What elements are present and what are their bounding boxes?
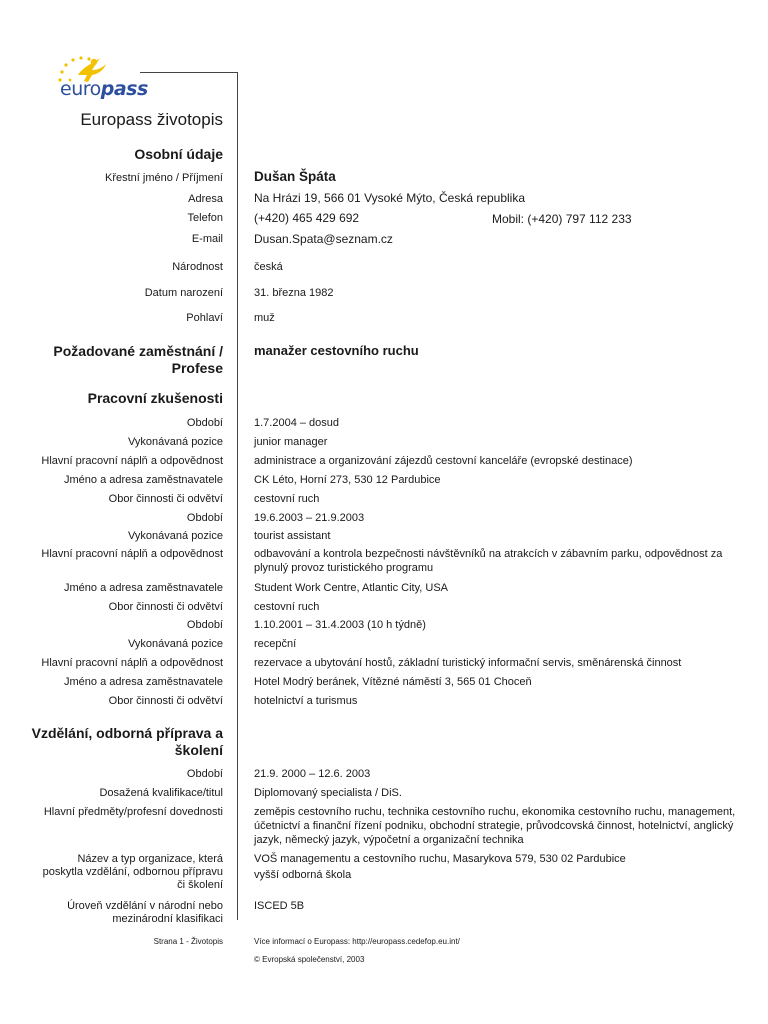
desired-position: manažer cestovního ruchu xyxy=(254,343,419,358)
job1-position: junior manager xyxy=(254,436,328,448)
mobile-value: Mobil: (+420) 797 112 233 xyxy=(492,212,632,226)
name-label: Křestní jméno / Příjmení xyxy=(105,172,223,184)
edu-period-label: Období xyxy=(186,768,223,780)
job2-employer: Student Work Centre, Atlantic City, USA xyxy=(254,582,449,594)
birth-value: 31. března 1982 xyxy=(254,287,334,299)
edu-level: ISCED 5B xyxy=(254,900,305,912)
edu-org-line2: vyšší odborná škola xyxy=(254,869,352,881)
job1-period-label: Období xyxy=(186,417,223,429)
job1-period: 1.7.2004 – dosud xyxy=(254,417,340,429)
edu-qualification-label: Dosažená kvalifikace/titul xyxy=(99,787,223,799)
job1-sector: cestovní ruch xyxy=(254,493,320,505)
job2-period-label: Období xyxy=(186,512,223,524)
edu-subjects-line2: účetnictví a finanční řízení podniku, obchodní strategie, průvodcovská činnost, hotelnictví, anglický xyxy=(254,820,734,832)
job3-employer: Hotel Modrý beránek, Vítězné náměstí 3, 565 01 Choceň xyxy=(254,676,532,688)
job1-duties-label: Hlavní pracovní náplň a odpovědnost xyxy=(41,455,223,467)
email-label: E-mail xyxy=(191,233,223,245)
job1-sector-label: Obor činnosti či odvětví xyxy=(108,493,223,505)
job2-duties-line2: plynulý provoz turistického programu xyxy=(254,562,434,574)
email-value[interactable]: Dusan.Spata@seznam.cz xyxy=(254,232,393,246)
nationality-label: Národnost xyxy=(172,261,223,273)
job2-period: 19.6.2003 – 21.9.2003 xyxy=(254,512,365,524)
footer-info[interactable]: Více informací o Europass: http://europass.cedefop.eu.int/ xyxy=(254,937,460,946)
edu-period: 21.9. 2000 – 12.6. 2003 xyxy=(254,768,371,780)
job3-sector: hotelnictví a turismus xyxy=(254,695,358,707)
job2-sector-label: Obor činnosti či odvětví xyxy=(108,601,223,613)
europass-logo xyxy=(48,50,148,102)
edu-org-label-line1: Název a typ organizace, která xyxy=(77,853,223,865)
job3-employer-label: Jméno a adresa zaměstnavatele xyxy=(64,676,223,688)
edu-level-label-line2: mezinárodní klasifikaci xyxy=(112,913,223,925)
education-heading-line1: Vzdělání, odborná příprava a xyxy=(31,725,223,741)
address-value: Na Hrázi 19, 566 01 Vysoké Mýto, Česká republika xyxy=(254,191,526,205)
section-work-heading: Pracovní zkušenosti xyxy=(87,390,223,406)
job3-position-label: Vykonávaná pozice xyxy=(128,638,223,650)
footer-copyright: © Evropská společenství, 2003 xyxy=(254,955,365,964)
job3-sector-label: Obor činnosti či odvětví xyxy=(108,695,223,707)
section-personal-heading: Osobní údaje xyxy=(134,146,223,162)
europass-wordmark: europass xyxy=(60,78,148,100)
document-title: Europass životopis xyxy=(80,110,223,129)
job3-duties: rezervace a ubytování hostů, základní turistický informační servis, směnárenská činnost xyxy=(254,657,682,669)
edu-org-line1: VOŠ managementu a cestovního ruchu, Masarykova 579, 530 02 Pardubice xyxy=(254,853,626,865)
full-name: Dušan Špáta xyxy=(254,169,336,184)
job3-duties-label: Hlavní pracovní náplň a odpovědnost xyxy=(41,657,223,669)
header-rule xyxy=(140,72,238,73)
edu-subjects-line1: zeměpis cestovního ruchu, technika cestovního ruchu, ekonomika cestovního ruchu, management, xyxy=(254,806,736,818)
gender-value: muž xyxy=(254,312,275,324)
job1-position-label: Vykonávaná pozice xyxy=(128,436,223,448)
job2-duties-line1: odbavování a kontrola bezpečnosti návštěvníků na atrakcích v zábavním parku, odpovědnost za xyxy=(254,548,723,560)
nationality-value: česká xyxy=(254,261,283,273)
job2-duties-label: Hlavní pracovní náplň a odpovědnost xyxy=(41,548,223,560)
desired-heading-line1: Požadované zaměstnání / xyxy=(53,343,223,359)
job1-duties: administrace a organizování zájezdů cestovní kanceláře (evropské destinace) xyxy=(254,455,633,467)
footer-page-number: Strana 1 - Životopis xyxy=(153,937,223,946)
job1-employer: CK Léto, Horní 273, 530 12 Pardubice xyxy=(254,474,441,486)
job2-employer-label: Jméno a adresa zaměstnavatele xyxy=(64,582,223,594)
desired-heading-line2: Profese xyxy=(171,360,223,376)
edu-subjects-line3: jazyk, německý jazyk, výpočetní a organizační technika xyxy=(254,834,524,846)
edu-org-label-line3: či školení xyxy=(177,879,223,891)
job1-employer-label: Jméno a adresa zaměstnavatele xyxy=(64,474,223,486)
job3-position: recepční xyxy=(254,638,297,650)
edu-subjects-label: Hlavní předměty/profesní dovednosti xyxy=(43,806,223,818)
job3-period-label: Období xyxy=(186,619,223,631)
edu-qualification: Diplomovaný specialista / DiS. xyxy=(254,787,402,799)
education-heading-line2: školení xyxy=(174,742,223,758)
job3-period: 1.10.2001 – 31.4.2003 (10 h týdně) xyxy=(254,619,426,631)
job2-position: tourist assistant xyxy=(254,530,331,542)
gender-label: Pohlaví xyxy=(186,312,223,324)
phone-label: Telefon xyxy=(187,212,223,224)
column-divider xyxy=(237,72,238,920)
job2-position-label: Vykonávaná pozice xyxy=(128,530,223,542)
edu-level-label-line1: Úroveň vzdělání v národní nebo xyxy=(67,900,223,912)
birth-label: Datum narození xyxy=(144,287,223,299)
address-label: Adresa xyxy=(188,193,223,205)
job2-sector: cestovní ruch xyxy=(254,601,320,613)
edu-org-label-line2: poskytla vzdělání, odbornou přípravu xyxy=(42,866,223,878)
phone-value: (+420) 465 429 692 xyxy=(254,211,360,225)
